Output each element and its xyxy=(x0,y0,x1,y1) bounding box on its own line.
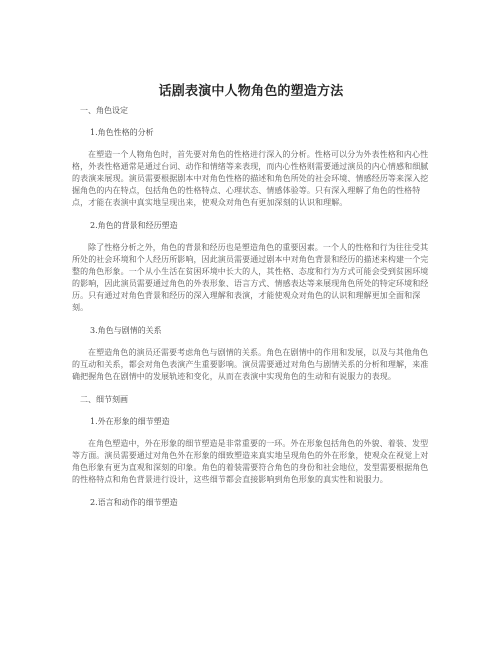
subsection-heading-1-2: 2.角色的背景和经历塑造 xyxy=(90,221,178,230)
section-heading-1: 一、角色设定 xyxy=(80,106,128,115)
subsection-heading-2-1: 1.外在形象的细节塑造 xyxy=(90,417,170,426)
subsection-heading-2-2: 2.语言和动作的细节塑造 xyxy=(90,498,178,507)
subsection-heading-1-1: 1.角色性格的分析 xyxy=(90,128,154,137)
document-title: 话剧表演中人物角色的塑造方法 xyxy=(158,84,344,99)
subsection-heading-1-3: 3.角色与剧情的关系 xyxy=(90,326,162,335)
paragraph-2-1: 在角色塑造中，外在形象的细节塑造是非常重要的一环。外在形象包括角色的外貌、着装、发型等方面。演员需要通过对角色外在形象的细致塑造来真实地呈现角色的外在形象，使观众在视觉上对角色形象有更为直观和深刻的印象。角色的着装需要符合角色的身份和社会地位，发型需要根据角色的性格特点和角色背景进行设计，这些细节都会直接影响到角色形象的真实性和说服力。 xyxy=(72,439,429,484)
document-content xyxy=(72,105,430,520)
paragraph-1-1: 在塑造一个人物角色时，首先要对角色的性格进行深入的分析。性格可以分为外表性格和内心性格，外表性格通常是通过台词、动作和情绪等来表现，而内心性格则需要通过演员的内心情感和细腻的表演来展现。演员需要根据剧本中对角色性格的描述和角色所处的社会环境、情感经历等来深入挖掘角色的内在特点，包括角色的性格特点、心理状态、情感体验等。只有深入理解了角色的性格特点，才能在表演中真实地呈现出来，使观众对角色有更加深刻的认识和理解。 xyxy=(72,150,429,207)
paragraph-1-3: 在塑造角色的演员还需要考虑角色与剧情的关系。角色在剧情中的作用和发展，以及与其他角色的互动和关系，都会对角色表演产生重要影响。演员需要通过对角色与剧情关系的分析和理解，来准确把握角色在剧情中的发展轨迹和变化，从而在表演中实现角色的生动和有说服力的表现。 xyxy=(72,348,429,381)
paragraph-1-2: 除了性格分析之外，角色的背景和经历也是塑造角色的重要因素。一个人的性格和行为往往受其所处的社会环境和个人经历所影响，因此演员需要通过剧本中对角色背景和经历的描述来构建一个完整的角色形象。一个从小生活在贫困环境中长大的人，其性格、态度和行为方式可能会受到贫困环境的影响，因此演员需要通过角色的外表形象、语言方式、情感表达等来展现角色所处的特定环境和经历。只有通过对角色背景和经历的深入理解和表演，才能使观众对角色的认识和理解更加全面和深刻。 xyxy=(72,243,429,312)
section-heading-2: 二、细节刻画 xyxy=(80,395,128,404)
